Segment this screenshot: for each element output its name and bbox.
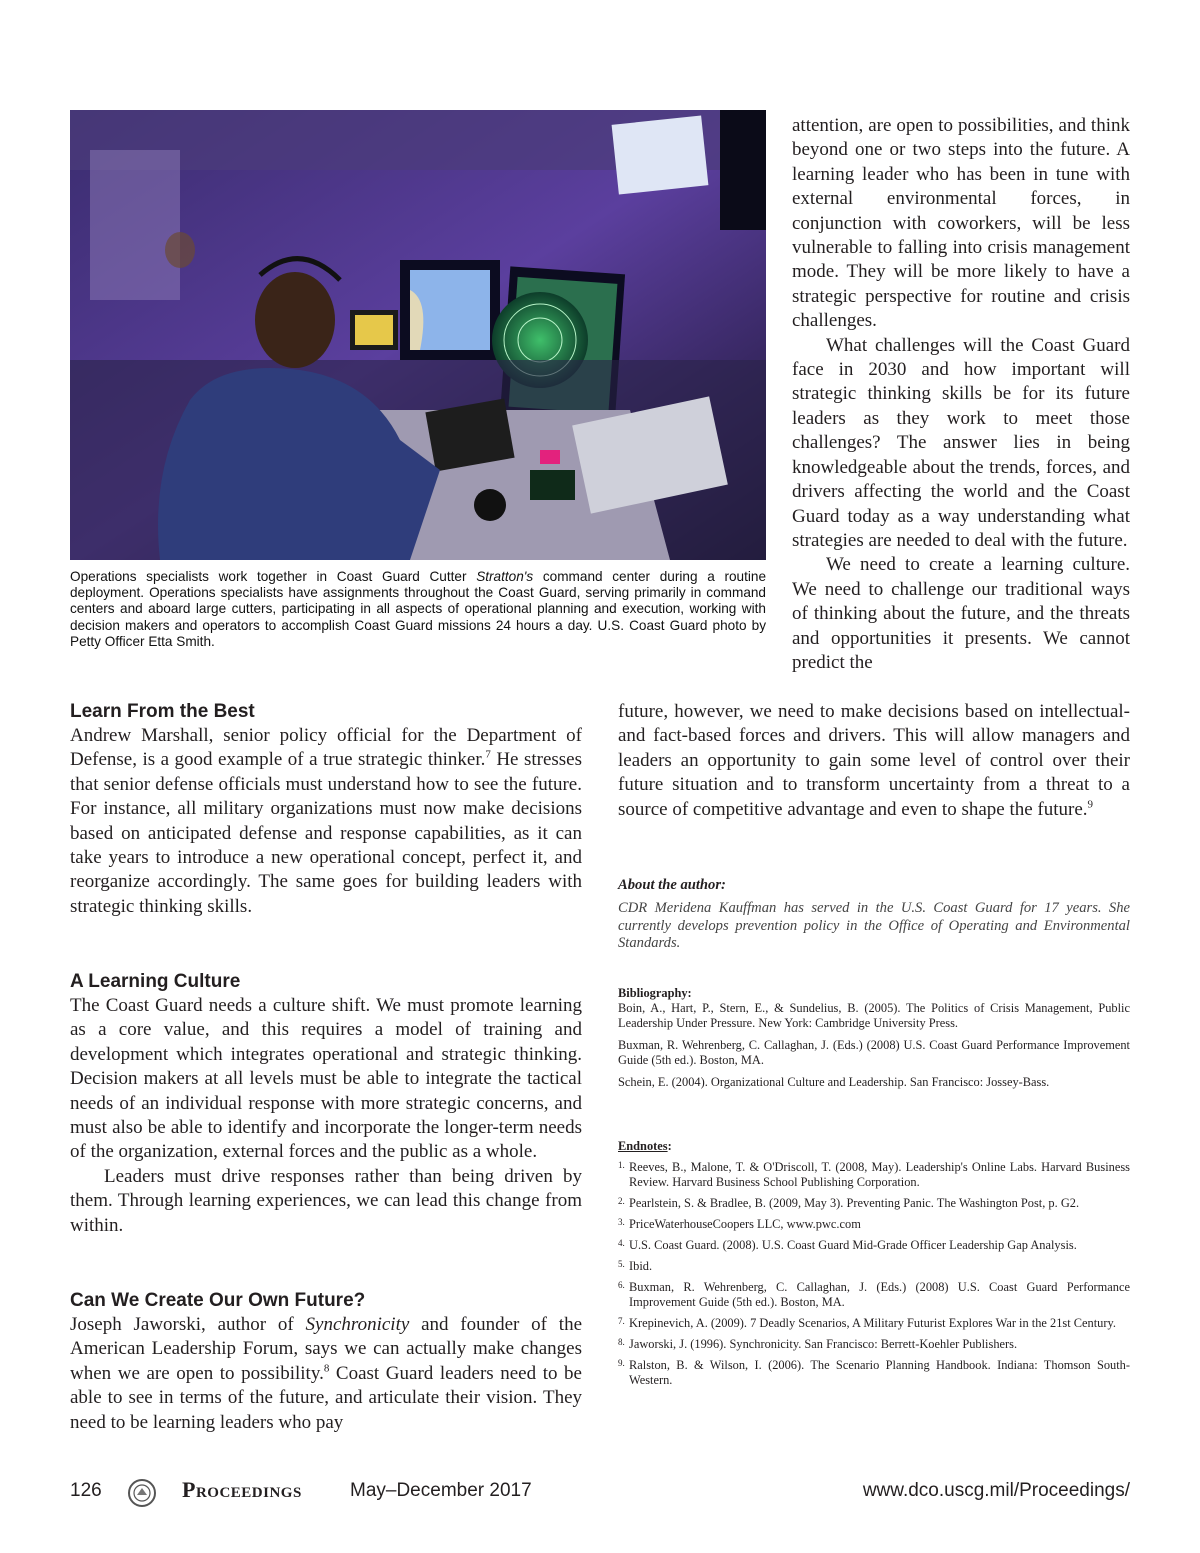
section-future bbox=[70, 1289, 582, 1435]
section-culture bbox=[70, 970, 582, 1238]
command-center-photo bbox=[70, 110, 766, 560]
publication-title: Proceedings bbox=[182, 1477, 302, 1502]
paragraph: The Coast Guard needs a culture shift. We must promote learning as a core value, and this requires a model of training and development which integrates operational and strategic thinking. Decision makers at all levels must be able to integrate the tactical needs of an individual response with more strategic concerns, and must also be able to identify and incorporate the longer-term needs of the organization, external forces and the public as a whole. bbox=[70, 995, 582, 1163]
about-author bbox=[618, 877, 1130, 953]
endnotes-heading: Endnotes bbox=[618, 1139, 668, 1153]
photo-illustration bbox=[70, 110, 766, 560]
bibliography-item: Schein, E. (2004). Organizational Culture and Leadership. San Francisco: Jossey-Bass. bbox=[618, 1075, 1050, 1089]
endnote-text: PriceWaterhouseCoopers LLC, www.pwc.com bbox=[629, 1217, 861, 1231]
endnote-item bbox=[618, 1217, 1130, 1232]
page-number: 126 bbox=[70, 1480, 102, 1501]
endnotes bbox=[618, 1139, 1130, 1388]
wide-paragraph bbox=[618, 700, 1130, 822]
endnote-number: 6. bbox=[618, 1280, 625, 1290]
photo-caption bbox=[70, 569, 766, 650]
endnote-item bbox=[618, 1280, 1130, 1310]
endnote-item bbox=[618, 1238, 1130, 1253]
footnote-ref: 7 bbox=[485, 749, 491, 762]
endnote-number: 4. bbox=[618, 1238, 625, 1248]
paragraph-text: and founder of the American Leadership Forum, says we can actually make changes when we are open to possibility. bbox=[70, 1314, 582, 1384]
endnote-item bbox=[618, 1358, 1130, 1388]
endnote-text: Reeves, B., Malone, T. & O'Driscoll, T. (2008, May). Leadership's Online Labs. Harvard Business Review. Harvard Business School Publishing Corporation. bbox=[629, 1160, 1130, 1189]
endnote-text: Ralston, B. & Wilson, I. (2006). The Scenario Planning Handbook. Indiana: Thomson South-Western. bbox=[629, 1358, 1130, 1387]
endnote-number: 5. bbox=[618, 1259, 625, 1269]
endnotes-colon: : bbox=[667, 1139, 672, 1153]
endnotes-list bbox=[618, 1160, 1130, 1388]
caption-text-2: command center during a routine deployment. Operations specialists have assignments throughout the Coast Guard, serving primarily in command centers and aboard large cutters, participating in all aspects of operational planning and execution, working with decision makers and operators to accomplish Coast Guard missions 24 hours a day. U.S. Coast Guard photo by Petty Officer Etta Smith. bbox=[70, 569, 767, 649]
about-text: CDR Meridena Kauffman has served in the U.S. Coast Guard for 17 years. She currently develops prevention policy in the Office of Operating and Environmental Standards. bbox=[618, 899, 1130, 952]
bibliography-item: Buxman, R. Wehrenberg, C. Callaghan, J. (Eds.) (2008) U.S. Coast Guard Performance Improvement Guide (5th ed.). Boston, MA. bbox=[618, 1038, 1130, 1067]
paragraph: attention, are open to possibilities, and think beyond one or two steps into the future. A learning leader who has been in tune with external environmental forces, in conjunction with coworkers, will be less vulnerable to falling into crisis management mode. They will be more likely to have a strategic perspective for routine and crisis challenges. bbox=[792, 115, 1130, 332]
paragraph-text: Joseph Jaworski, author of bbox=[70, 1314, 306, 1335]
about-title: About the author: bbox=[618, 877, 726, 893]
endnote-text: Krepinevich, A. (2009). 7 Deadly Scenarios, A Military Futurist Explores War in the 21st Century. bbox=[629, 1316, 1116, 1330]
coast-guard-seal-icon bbox=[128, 1479, 156, 1507]
section-heading: Learn From the Best bbox=[70, 701, 255, 722]
endnote-item bbox=[618, 1337, 1130, 1352]
footnote-ref: 8 bbox=[323, 1362, 330, 1375]
endnote-number: 1. bbox=[618, 1160, 625, 1170]
footnote-ref: 9 bbox=[1087, 798, 1094, 811]
endnote-number: 3. bbox=[618, 1217, 625, 1227]
paragraph: What challenges will the Coast Guard face in 2030 and how important will strategic thinking skills be for its future leaders as they work to meet those challenges? The answer lies in being knowledgeable about the trends, forces, and drivers affecting the world and the Coast Guard today as a way understanding what strategies are needed to deal with the future. bbox=[792, 334, 1130, 551]
section-learn bbox=[70, 700, 582, 919]
endnote-number: 7. bbox=[618, 1316, 625, 1326]
caption-ship-name: Stratton's bbox=[476, 569, 534, 584]
seal-graphic bbox=[130, 1481, 154, 1505]
paragraph-text: Andrew Marshall, senior policy official for the Department of Defense, is a good example of a true strategic thinker. bbox=[70, 725, 582, 771]
paragraph-text: He stresses that senior defense officials must understand how to see the future. For instance, all military organizations must now make decisions based on anticipated defense and response capabilities, as it can take years to introduce a new operational concept, perfect it, and reorganize accordingly. The same goes for building leaders with strategic thinking skills. bbox=[70, 749, 582, 917]
endnote-text: Buxman, R. Wehrenberg, C. Callaghan, J. (Eds.) (2008) U.S. Coast Guard Performance Improvement Guide (5th ed.). Boston, MA. bbox=[629, 1280, 1130, 1309]
endnote-number: 2. bbox=[618, 1196, 625, 1206]
website-url: www.dco.uscg.mil/Proceedings/ bbox=[862, 1480, 1130, 1501]
endnote-text: Pearlstein, S. & Bradlee, B. (2009, May 3). Preventing Panic. The Washington Post, p. G2. bbox=[629, 1196, 1080, 1210]
endnote-number: 8. bbox=[618, 1337, 625, 1347]
endnote-item bbox=[618, 1259, 1130, 1274]
endnote-text: Jaworski, J. (1996). Synchronicity. San Francisco: Berrett-Koehler Publishers. bbox=[629, 1337, 1018, 1351]
paragraph-text: Coast Guard leaders need to be able to see in terms of the future, and articulate their vision. They need to be learning leaders who pay bbox=[70, 1362, 582, 1433]
book-title: Synchronicity bbox=[305, 1314, 410, 1335]
bibliography-heading: Bibliography: bbox=[618, 986, 692, 1000]
bibliography-item: Boin, A., Hart, P., Stern, E., & Sundelius, B. (2005). The Politics of Crisis Management, Public Leadership Under Pressure. New York: Cambridge University Press. bbox=[618, 1001, 1130, 1030]
endnote-item bbox=[618, 1160, 1130, 1190]
paragraph-text: future, however, we need to make decisions based on intellectual- and fact-based forces and drivers. This will allow managers and leaders an opportunity to gain some level of control over their future situation and to transform uncertainty from a threat to a source of competitive advantage and even to shape the future. bbox=[618, 701, 1130, 820]
section-heading: Can We Create Our Own Future? bbox=[70, 1290, 366, 1311]
endnote-text: Ibid. bbox=[629, 1259, 653, 1273]
paragraph: We need to create a learning culture. We need to challenge our traditional ways of thinking about the future, and the threats and opportunities it presents. We cannot predict the bbox=[792, 554, 1130, 673]
right-column bbox=[792, 114, 1130, 675]
issue-date: May–December 2017 bbox=[350, 1480, 532, 1501]
endnote-text: U.S. Coast Guard. (2008). U.S. Coast Guard Mid-Grade Officer Leadership Gap Analysis. bbox=[629, 1238, 1077, 1252]
endnote-item bbox=[618, 1316, 1130, 1331]
endnote-item bbox=[618, 1196, 1130, 1211]
endnote-number: 9. bbox=[618, 1358, 625, 1368]
section-heading: A Learning Culture bbox=[70, 971, 241, 992]
paragraph: Leaders must drive responses rather than being driven by them. Through learning experiences, we can lead this change from within. bbox=[70, 1165, 582, 1236]
caption-text-1: Operations specialists work together in Coast Guard Cutter bbox=[70, 569, 477, 584]
bibliography bbox=[618, 986, 1130, 1090]
